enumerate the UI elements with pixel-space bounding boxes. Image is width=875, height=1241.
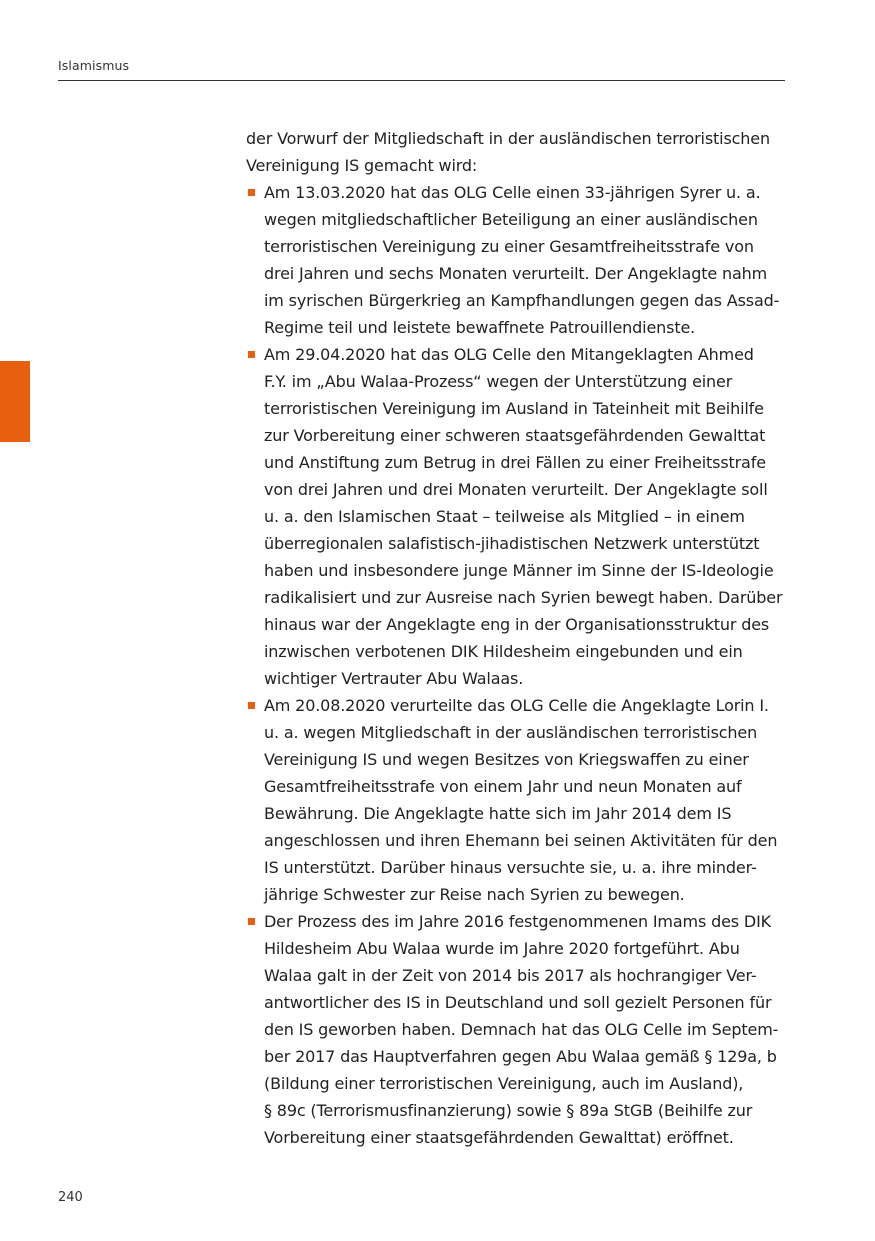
text-line: IS unterstützt. Darüber hinaus versuchte sie, u. a. ihre minder-: [264, 858, 757, 877]
text-line: ber 2017 das Hauptverfahren gegen Abu Walaa gemäß § 129a, b: [264, 1047, 777, 1066]
text-line: von drei Jahren und drei Monaten verurteilt. Der Angeklagte soll: [264, 480, 768, 499]
text-line: Regime teil und leistete bewaffnete Patrouillendienste.: [264, 318, 696, 337]
bullet-item: [246, 908, 787, 1151]
bullet-item: [246, 692, 787, 908]
text-line: Hildesheim Abu Walaa wurde im Jahre 2020 fortgeführt. Abu: [264, 939, 740, 958]
text-line: § 89c (Terrorismusfinanzierung) sowie § 89a StGB (Beihilfe zur: [264, 1101, 753, 1120]
orange-square-bullet-icon: [248, 702, 255, 709]
text-line: terroristischen Vereinigung im Ausland in Tateinheit mit Beihilfe: [264, 399, 764, 418]
text-line: der Vorwurf der Mitgliedschaft in der ausländischen terroristischen: [246, 129, 770, 148]
text-line: u. a. wegen Mitgliedschaft in der ausländischen terroristischen: [264, 723, 758, 742]
text-line: drei Jahren und sechs Monaten verurteilt. Der Angeklagte nahm: [264, 264, 768, 283]
text-line: zur Vorbereitung einer schweren staatsgefährdenden Gewalttat: [264, 426, 766, 445]
text-line: Bewährung. Die Angeklagte hatte sich im Jahr 2014 dem IS: [264, 804, 732, 823]
text-line: inzwischen verbotenen DIK Hildesheim eingebunden und ein: [264, 642, 743, 661]
orange-square-bullet-icon: [248, 189, 255, 196]
text-line: wegen mitgliedschaftlicher Beteiligung an einer ausländischen: [264, 210, 758, 229]
text-line: Am 13.03.2020 hat das OLG Celle einen 33-jährigen Syrer u. a.: [264, 183, 761, 202]
text-line: hinaus war der Angeklagte eng in der Organisationsstruktur des: [264, 615, 770, 634]
text-line: terroristischen Vereinigung zu einer Gesamtfreiheitsstrafe von: [264, 237, 754, 256]
text-line: Walaa galt in der Zeit von 2014 bis 2017 als hochrangiger Ver-: [264, 966, 757, 985]
text-line: u. a. den Islamischen Staat – teilweise als Mitglied – in einem: [264, 507, 745, 526]
body-text: [246, 125, 787, 1151]
text-line: Gesamtfreiheitsstrafe von einem Jahr und neun Monaten auf: [264, 777, 742, 796]
bullet-item: [246, 179, 787, 341]
bullet-item: [246, 341, 787, 692]
page-number: 240: [58, 1190, 83, 1205]
orange-square-bullet-icon: [248, 351, 255, 358]
text-line: den IS geworben haben. Demnach hat das OLG Celle im Septem-: [264, 1020, 779, 1039]
text-line: jährige Schwester zur Reise nach Syrien zu bewegen.: [264, 885, 685, 904]
bullet-list: [246, 179, 787, 1151]
section-title: Islamismus: [58, 58, 130, 73]
text-line: haben und insbesondere junge Männer im Sinne der IS-Ideologie: [264, 561, 774, 580]
text-line: F.Y. im „Abu Walaa-Prozess“ wegen der Unterstützung einer: [264, 372, 733, 391]
text-line: Der Prozess des im Jahre 2016 festgenommenen Imams des DIK: [264, 912, 771, 931]
text-line: wichtiger Vertrauter Abu Walaas.: [264, 669, 524, 688]
orange-square-bullet-icon: [248, 918, 255, 925]
text-line: antwortlicher des IS in Deutschland und soll gezielt Personen für: [264, 993, 772, 1012]
text-line: und Anstiftung zum Betrug in drei Fällen zu einer Freiheitsstrafe: [264, 453, 766, 472]
text-line: Am 20.08.2020 verurteilte das OLG Celle die Angeklagte Lorin I.: [264, 696, 769, 715]
text-line: im syrischen Bürgerkrieg an Kampfhandlungen gegen das Assad-: [264, 291, 780, 310]
text-line: Vorbereitung einer staatsgefährdenden Gewalttat) eröffnet.: [264, 1128, 734, 1147]
text-line: (Bildung einer terroristischen Vereinigung, auch im Ausland),: [264, 1074, 744, 1093]
text-line: Am 29.04.2020 hat das OLG Celle den Mitangeklagten Ahmed: [264, 345, 754, 364]
text-line: überregionalen salafistisch-jihadistischen Netzwerk unterstützt: [264, 534, 760, 553]
chapter-tab-marker: [0, 361, 30, 442]
text-line: Vereinigung IS gemacht wird:: [246, 156, 478, 175]
running-header: [58, 56, 785, 81]
text-line: Vereinigung IS und wegen Besitzes von Kriegswaffen zu einer: [264, 750, 749, 769]
text-line: radikalisiert und zur Ausreise nach Syrien bewegt haben. Darüber: [264, 588, 783, 607]
text-line: angeschlossen und ihren Ehemann bei seinen Aktivitäten für den: [264, 831, 778, 850]
intro-paragraph: [246, 125, 787, 179]
